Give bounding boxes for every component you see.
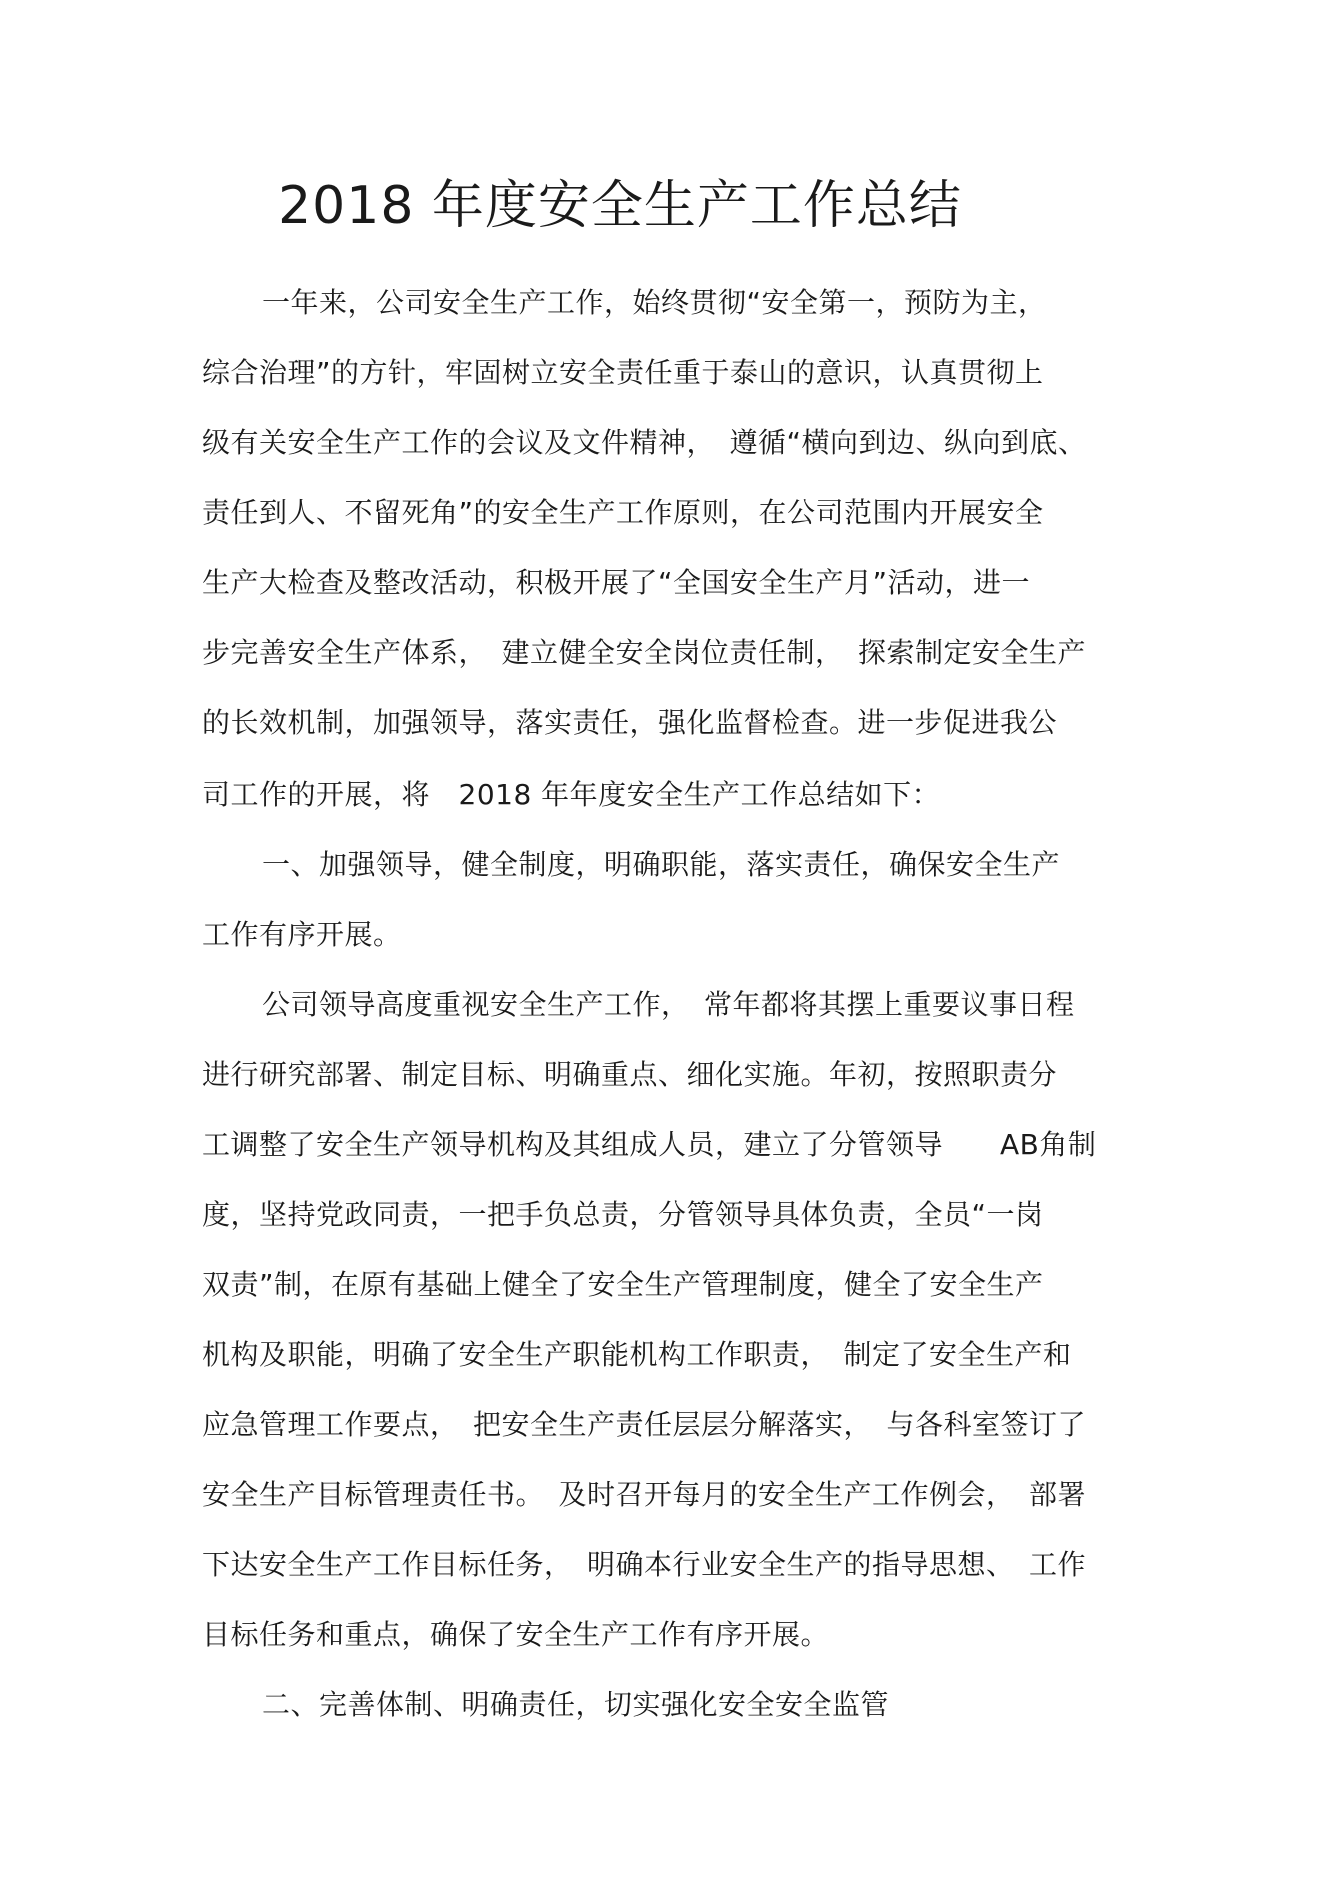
section-heading-line: 工作有序开展。 (202, 918, 402, 951)
paragraph-line: 步完善安全生产体系， 建立健全安全岗位责任制， 探索制定安全生产 (202, 636, 1087, 669)
paragraph-line: 应急管理工作要点， 把安全生产责任层层分解落实， 与各科室签订了 (202, 1408, 1087, 1441)
paragraph-line: 的长效机制，加强领导，落实责任，强化监督检查。进一步促进我公 (202, 706, 1058, 739)
paragraph-line: 下达安全生产工作目标任务， 明确本行业安全生产的指导思想、 工作 (202, 1548, 1087, 1581)
document-title: 2018 年度安全生产工作总结 (278, 176, 962, 236)
paragraph-line: 综合治理”的方针，牢固树立安全责任重于泰山的意识，认真贯彻上 (202, 356, 1044, 389)
paragraph-line: 司工作的开展，将 2018 年年度安全生产工作总结如下： (202, 778, 941, 811)
paragraph-line: 度，坚持党政同责，一把手负总责，分管领导具体负责，全员“一岗 (202, 1198, 1044, 1231)
paragraph-line: 级有关安全生产工作的会议及文件精神， 遵循“横向到边、纵向到底、 (202, 426, 1087, 459)
paragraph-line: 公司领导高度重视安全生产工作， 常年都将其摆上重要议事日程 (262, 988, 1075, 1021)
paragraph-line: 进行研究部署、制定目标、明确重点、细化实施。年初，按照职责分 (202, 1058, 1058, 1091)
paragraph-line: 工调整了安全生产领导机构及其组成人员，建立了分管领导 AB角制 (202, 1128, 1097, 1161)
paragraph-line: 安全生产目标管理责任书。 及时召开每月的安全生产工作例会， 部署 (202, 1478, 1087, 1511)
section-heading-line: 二、完善体制、明确责任，切实强化安全安全监管 (262, 1688, 890, 1721)
section-heading-line: 一、加强领导，健全制度，明确职能，落实责任，确保安全生产 (262, 848, 1061, 881)
paragraph-line: 目标任务和重点，确保了安全生产工作有序开展。 (202, 1618, 830, 1651)
paragraph-line: 生产大检查及整改活动，积极开展了“全国安全生产月”活动，进一 (202, 566, 1031, 599)
paragraph-line: 一年来，公司安全生产工作，始终贯彻“安全第一，预防为主， (262, 286, 1047, 319)
paragraph-line: 双责”制，在原有基础上健全了安全生产管理制度，健全了安全生产 (202, 1268, 1044, 1301)
paragraph-line: 责任到人、不留死角”的安全生产工作原则，在公司范围内开展安全 (202, 496, 1044, 529)
paragraph-line: 机构及职能，明确了安全生产职能机构工作职责， 制定了安全生产和 (202, 1338, 1072, 1371)
